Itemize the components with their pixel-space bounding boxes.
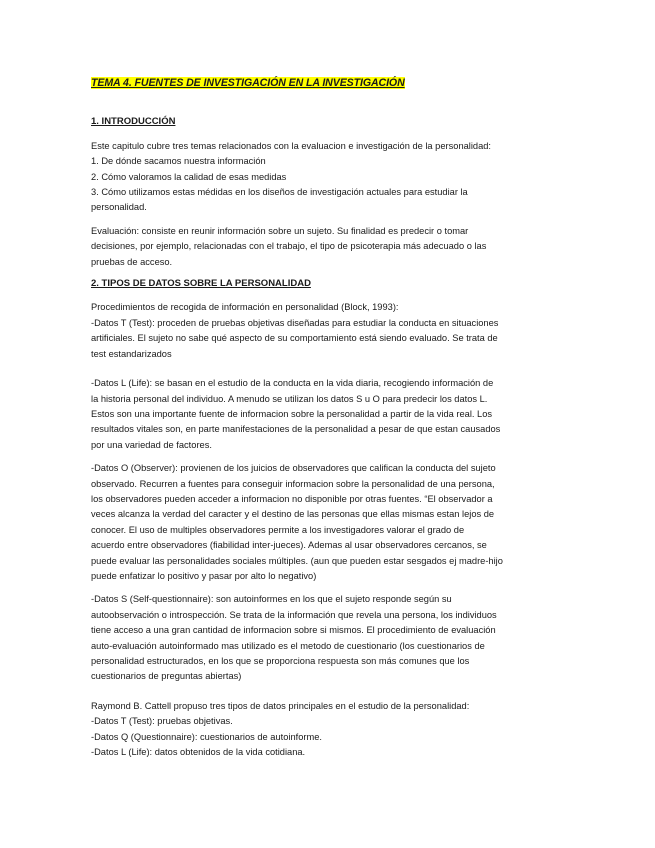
text-line: -Datos S (Self-questionnaire): son autoinformes en los que el sujeto responde según su [91, 594, 452, 605]
title-container [91, 76, 566, 91]
text-line: Este capitulo cubre tres temas relacionados con la evaluacion e investigación de la personalidad: [91, 140, 492, 151]
text-line: personalidad estructurados, en los que se proporciona respuesta son más comunes que los [91, 656, 470, 666]
text-line: auto-evaluación autoinformado mas utilizado es el metodo de cuestionario (los cuestionarios de [91, 640, 485, 651]
text-line: -Datos L (Life): se basan en el estudio de la conducta en la vida diaria, recogiendo información de [91, 378, 494, 389]
text-line: acuerdo entre observadores (fiabilidad inter-jueces). Ademas al usar observadores cercanos, se [91, 540, 487, 551]
text-line: veces alcanza la verdad del caracter y el destino de las personas que ellas mismas estan lejos de [91, 509, 495, 520]
text-line: puede evaluar las personalidades sociales múltiples. (aun que pueden estar sesgados ej madre-hijo [91, 555, 503, 566]
evaluation-paragraph [91, 224, 566, 270]
text-line: autoobservación o introspección. Se trata de la información que revela una persona, los individuos [91, 609, 497, 620]
text-line: -Datos Q (Questionnaire): cuestionarios de autoinforme. [91, 731, 322, 742]
datos-o-paragraph [91, 461, 566, 584]
text-line: resultados vitales son, en parte manifestaciones de la personalidad a pesar de que estan causados [91, 424, 501, 435]
text-line: observado. Recurren a fuentes para conseguir informacion sobre la personalidad de una persona, [91, 478, 495, 489]
section-heading-introduccion: 1. INTRODUCCIÓN [91, 116, 176, 128]
text-line: 1. De dónde sacamos nuestra información [91, 156, 266, 167]
cattell-paragraph [91, 699, 566, 761]
text-line: la historia personal del individuo. A menudo se utilizan los datos S u O para predecir los datos L. [91, 393, 488, 404]
section-heading-tipos-de-datos: 2. TIPOS DE DATOS SOBRE LA PERSONALIDAD [91, 278, 311, 290]
text-line: Evaluación: consiste en reunir información sobre un sujeto. Su finalidad es predecir o tomar [91, 225, 469, 236]
text-line: -Datos T (Test): proceden de pruebas objetivas diseñadas para estudiar la conducta en situaciones [91, 317, 499, 328]
text-line: puede enfatizar lo positivo y pasar por alto lo negativo) [91, 570, 317, 581]
text-line: 3. Cómo utilizamos estas médidas en los diseños de investigación actuales para estudiar la [91, 187, 468, 198]
text-line: Procedimientos de recogida de información en personalidad (Block, 1993): [91, 302, 399, 313]
text-line: los observadores pueden acceder a informacion no disponible por otras fuentes. “El observador a [91, 493, 493, 504]
text-line: -Datos L (Life): datos obtenidos de la vida cotidiana. [91, 747, 306, 758]
text-line: personalidad. [91, 202, 147, 213]
text-line: artificiales. El sujeto no sabe qué aspecto de su comportamiento está siendo evaluado. Se trata de [91, 333, 498, 344]
text-line: pruebas de acceso. [91, 256, 173, 267]
datos-l-paragraph [91, 376, 566, 453]
intro-paragraph [91, 139, 566, 216]
text-line: decisiones, por ejemplo, relacionadas con el trabajo, el tipo de psicoterapia más adecuado o las [91, 241, 487, 252]
text-line: test estandarizados [91, 348, 172, 359]
text-line: tiene acceso a una gran cantidad de informacion sobre si mismos. El procedimiento de evaluación [91, 625, 496, 636]
text-line: Estos son una importante fuente de informacion sobre la personalidad a partir de la vida real. Los [91, 408, 493, 419]
text-line: -Datos O (Observer): provienen de los juicios de observadores que califican la conducta del sujeto [91, 463, 496, 474]
document-page [91, 76, 566, 760]
text-line: -Datos T (Test): pruebas objetivas. [91, 716, 233, 727]
text-line: conocer. El uso de multiples observadores permite a los investigadores valorar el grado de [91, 524, 465, 535]
text-line: por una variedad de factores. [91, 439, 212, 450]
text-line: cuestionarios de preguntas abiertas) [91, 671, 242, 682]
document-title: TEMA 4. FUENTES DE INVESTIGACIÓN EN LA INVESTIGACIÓN [91, 77, 405, 89]
text-line: Raymond B. Cattell propuso tres tipos de datos principales en el estudio de la personalidad: [91, 700, 470, 711]
datos-t-paragraph [91, 300, 566, 362]
datos-s-paragraph [91, 592, 566, 684]
text-line: 2. Cómo valoramos la calidad de esas medidas [91, 171, 287, 182]
